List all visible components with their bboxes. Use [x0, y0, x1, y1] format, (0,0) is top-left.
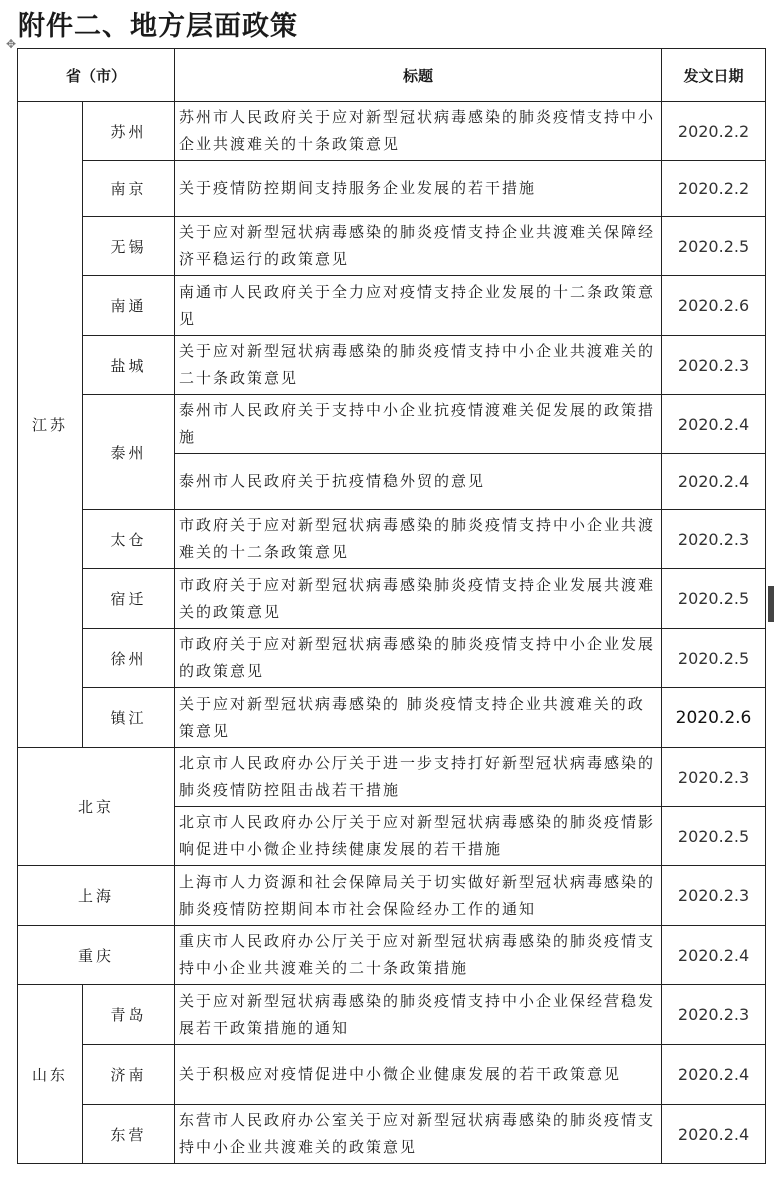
policy-title-cell: 关于应对新型冠状病毒感染的肺炎疫情支持企业共渡难关保障经济平稳运行的政策意见	[175, 217, 662, 276]
policy-title-cell: 关于积极应对疫情促进中小微企业健康发展的若干政策意见	[175, 1045, 662, 1105]
city-cell: 东营	[83, 1105, 175, 1164]
header-date: 发文日期	[662, 49, 766, 102]
table-row	[18, 688, 766, 748]
table-row	[18, 161, 766, 217]
policy-title-cell: 泰州市人民政府关于支持中小企业抗疫情渡难关促发展的政策措施	[175, 395, 662, 454]
city-cell: 南京	[83, 161, 175, 217]
table-row	[18, 1045, 766, 1105]
policy-title-cell: 关于应对新型冠状病毒感染的肺炎疫情支持中小企业共渡难关的二十条政策意见	[175, 336, 662, 395]
date-cell: 2020.2.3	[662, 985, 766, 1045]
scrollbar-handle[interactable]	[768, 586, 774, 622]
policy-title-cell: 东营市人民政府办公室关于应对新型冠状病毒感染的肺炎疫情支持中小企业共渡难关的政策意见	[175, 1105, 662, 1164]
page-title: 附件二、地方层面政策	[18, 11, 298, 42]
date-cell: 2020.2.4	[662, 926, 766, 985]
date-cell: 2020.2.3	[662, 510, 766, 569]
date-cell: 2020.2.4	[662, 1045, 766, 1105]
policy-title-cell: 市政府关于应对新型冠状病毒感染的肺炎疫情支持中小企业发展的政策意见	[175, 629, 662, 688]
city-cell: 苏州	[83, 102, 175, 161]
date-cell: 2020.2.6	[662, 688, 766, 748]
policy-title-cell: 上海市人力资源和社会保障局关于切实做好新型冠状病毒感染的肺炎疫情防控期间本市社会保险经办工作的通知	[175, 866, 662, 926]
table-row	[18, 748, 766, 807]
date-cell: 2020.2.6	[662, 276, 766, 336]
table-row	[18, 217, 766, 276]
date-cell: 2020.2.5	[662, 807, 766, 866]
city-cell: 泰州	[83, 395, 175, 510]
policy-title-cell: 关于应对新型冠状病毒感染的肺炎疫情支持中小企业保经营稳发展若干政策措施的通知	[175, 985, 662, 1045]
policy-title-cell: 泰州市人民政府关于抗疫情稳外贸的意见	[175, 454, 662, 510]
province-cell-chongqing: 重庆	[18, 926, 175, 985]
province-cell-beijing: 北京	[18, 748, 175, 866]
date-cell: 2020.2.2	[662, 102, 766, 161]
policy-title-cell: 重庆市人民政府办公厅关于应对新型冠状病毒感染的肺炎疫情支持中小企业共渡难关的二十条政策措施	[175, 926, 662, 985]
table-move-handle-icon[interactable]: ✥	[5, 37, 17, 51]
table-row	[18, 866, 766, 926]
city-cell: 太仓	[83, 510, 175, 569]
policy-title-cell: 市政府关于应对新型冠状病毒感染的肺炎疫情支持中小企业共渡难关的十二条政策意见	[175, 510, 662, 569]
date-cell: 2020.2.2	[662, 161, 766, 217]
date-cell: 2020.2.4	[662, 1105, 766, 1164]
province-cell-shandong: 山东	[18, 985, 83, 1164]
date-cell: 2020.2.3	[662, 748, 766, 807]
table-row	[18, 276, 766, 336]
table-row	[18, 629, 766, 688]
table-row	[18, 1105, 766, 1164]
table-row	[18, 569, 766, 629]
date-cell: 2020.2.4	[662, 395, 766, 454]
table-row	[18, 395, 766, 454]
city-cell: 济南	[83, 1045, 175, 1105]
policy-title-cell: 关于疫情防控期间支持服务企业发展的若干措施	[175, 161, 662, 217]
city-cell: 盐城	[83, 336, 175, 395]
province-cell-jiangsu: 江苏	[18, 102, 83, 748]
table-header-row	[18, 49, 766, 102]
policy-table	[17, 48, 766, 1164]
date-cell: 2020.2.5	[662, 569, 766, 629]
city-cell: 无锡	[83, 217, 175, 276]
date-cell: 2020.2.5	[662, 217, 766, 276]
table-row	[18, 102, 766, 161]
policy-title-cell: 南通市人民政府关于全力应对疫情支持企业发展的十二条政策意见	[175, 276, 662, 336]
table-row	[18, 510, 766, 569]
header-title: 标题	[175, 49, 662, 102]
table-row	[18, 985, 766, 1045]
province-cell-shanghai: 上海	[18, 866, 175, 926]
policy-title-cell: 北京市人民政府办公厅关于进一步支持打好新型冠状病毒感染的肺炎疫情防控阻击战若干措施	[175, 748, 662, 807]
city-cell: 宿迁	[83, 569, 175, 629]
date-cell: 2020.2.3	[662, 866, 766, 926]
city-cell: 南通	[83, 276, 175, 336]
policy-title-cell: 苏州市人民政府关于应对新型冠状病毒感染的肺炎疫情支持中小企业共渡难关的十条政策意见	[175, 102, 662, 161]
header-province: 省（市）	[18, 49, 175, 102]
date-cell: 2020.2.5	[662, 629, 766, 688]
city-cell: 青岛	[83, 985, 175, 1045]
city-cell: 镇江	[83, 688, 175, 748]
date-cell: 2020.2.4	[662, 454, 766, 510]
policy-title-cell: 市政府关于应对新型冠状病毒感染肺炎疫情支持企业发展共渡难关的政策意见	[175, 569, 662, 629]
policy-title-cell: 北京市人民政府办公厅关于应对新型冠状病毒感染的肺炎疫情影响促进中小微企业持续健康发展的若干措施	[175, 807, 662, 866]
table-row	[18, 926, 766, 985]
table-row	[18, 336, 766, 395]
policy-title-cell: 关于应对新型冠状病毒感染的 肺炎疫情支持企业共渡难关的政策意见	[175, 688, 662, 748]
city-cell: 徐州	[83, 629, 175, 688]
date-cell: 2020.2.3	[662, 336, 766, 395]
